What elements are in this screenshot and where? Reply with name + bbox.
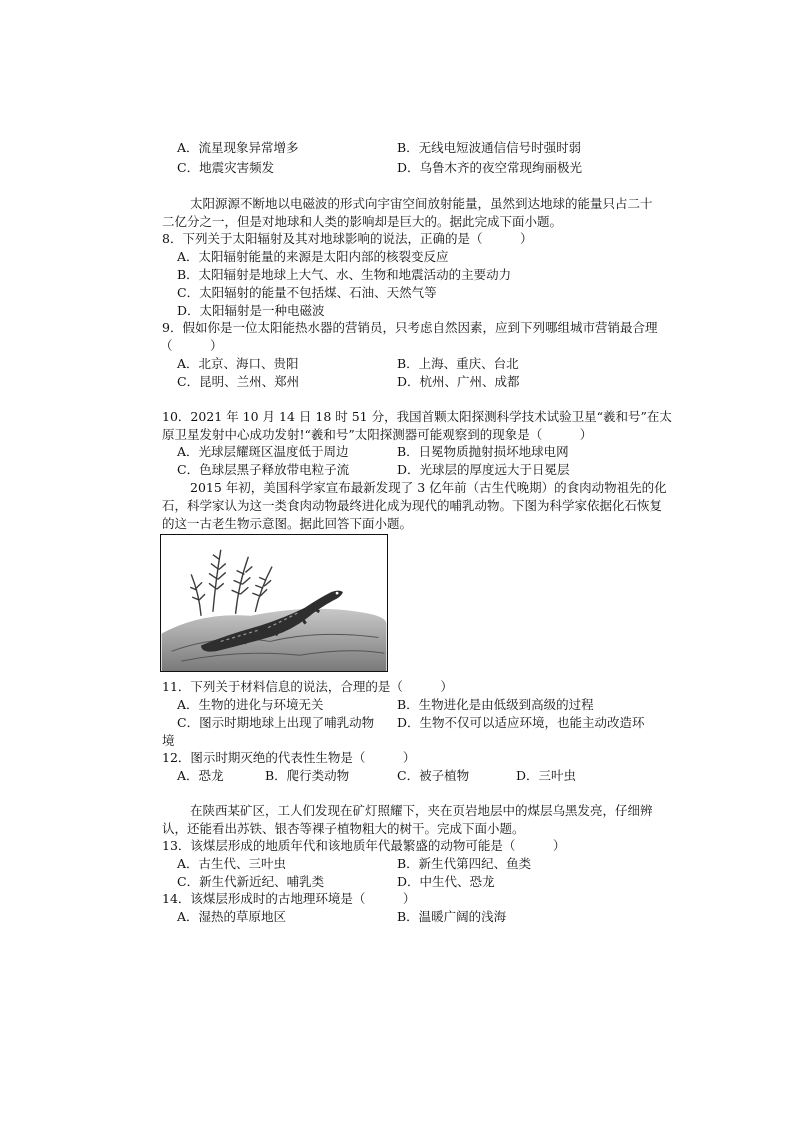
q8-option-a: A．太阳辐射能量的来源是太阳内部的核裂变反应	[177, 249, 449, 264]
q12-option-d: D．三叶虫	[516, 768, 577, 783]
passage2-line-2: 石，科学家认为这一类食肉动物最终进化成为现代的哺乳动物。下图为科学家依据化石恢复	[162, 498, 663, 513]
q7-option-c: C．地震灾害频发	[177, 160, 275, 175]
q9-option-c: C．昆明、兰州、郑州	[177, 374, 300, 389]
q10-option-d: D．光球层的厚度远大于日冕层	[397, 462, 570, 477]
passage2-line-1: 2015 年初，美国科学家宣布最新发现了 3 亿年前（古生代晚期）的食肉动物祖先的化	[190, 480, 667, 495]
q11-stem: 11．下列关于材料信息的说法，合理的是（ ）	[162, 679, 453, 694]
q8-option-b: B．太阳辐射是地球上大气、水、生物和地震活动的主要动力	[177, 267, 512, 282]
q10-option-a: A．光球层耀斑区温度低于周边	[177, 444, 349, 459]
q8-stem: 8．下列关于太阳辐射及其对地球影响的说法，正确的是（ ）	[162, 231, 533, 246]
q8-option-c: C．太阳辐射的能量不包括煤、石油、天然气等	[177, 285, 437, 300]
q14-option-b: B．温暖广阔的浅海	[397, 909, 507, 924]
q13-option-c: C．新生代新近纪、哺乳类	[177, 874, 325, 889]
q12-option-a: A．恐龙	[177, 768, 224, 783]
q9-option-d: D．杭州、广州、成都	[397, 374, 520, 389]
q9-option-a: A．北京、海口、贵阳	[177, 356, 299, 371]
passage1-line-1: 太阳源源不断地以电磁波的形式向宇宙空间放射能量，虽然到达地球的能量只占二十	[190, 196, 653, 211]
q14-stem: 14．该煤层形成时的古地理环境是（ ）	[162, 891, 416, 906]
q7-option-b: B．无线电短波通信信号时强时弱	[397, 140, 582, 155]
passage3-line-1: 在陕西某矿区，工人们发现在矿灯照耀下，夹在页岩地层中的煤层乌黑发亮，仔细辨	[190, 803, 653, 818]
q12-stem: 12．图示时期灭绝的代表性生物是（ ）	[162, 750, 416, 765]
q11-option-c: C．图示时期地球上出现了哺乳动物	[177, 715, 375, 730]
q10-option-b: B．日冕物质抛射损坏地球电网	[397, 444, 569, 459]
q9-stem: 9．假如你是一位太阳能热水器的营销员，只考虑自然因素，应到下列哪组城市营销最合理	[162, 320, 658, 335]
q13-option-b: B．新生代第四纪、鱼类	[397, 856, 532, 871]
q8-option-d: D．太阳辐射是一种电磁波	[177, 303, 325, 318]
q13-option-a: A．古生代、三叶虫	[177, 856, 287, 871]
q11-option-a: A．生物的进化与环境无关	[177, 697, 324, 712]
ancient-creature-figure	[160, 534, 388, 672]
ancient-creature-illustration	[161, 535, 387, 671]
q14-option-a: A．湿热的草原地区	[177, 909, 287, 924]
q7-option-a: A．流星现象异常增多	[177, 140, 299, 155]
q11-option-b: B．生物进化是由低级到高级的过程	[397, 697, 594, 712]
q12-option-b: B．爬行类动物	[265, 768, 350, 783]
q11-option-d-wrap: 境	[162, 733, 175, 748]
passage3-line-2: 认，还能看出苏铁、银杏等裸子植物粗大的树干。完成下面小题。	[162, 821, 525, 836]
q12-option-c: C．被子植物	[397, 768, 470, 783]
q9-option-b: B．上海、重庆、台北	[397, 356, 519, 371]
q13-stem: 13．该煤层形成的地质年代和该地质年代最繁盛的动物可能是（ ）	[162, 838, 566, 853]
q13-option-d: D．中生代、恐龙	[397, 874, 495, 889]
passage1-line-2: 二亿分之一，但是对地球和人类的影响却是巨大的。据此完成下面小题。	[162, 214, 563, 229]
q10-stem-line-2: 原卫星发射中心成功发射!“羲和号”太阳探测器可能观察到的现象是（ ）	[162, 427, 593, 442]
q7-option-d: D．乌鲁木齐的夜空常现绚丽极光	[397, 160, 583, 175]
q11-option-d: D．生物不仅可以适应环境，也能主动改造环	[397, 715, 645, 730]
q9-stem-bracket: （ ）	[160, 338, 223, 353]
passage2-line-3: 的这一古老生物示意图。据此回答下面小题。	[162, 516, 413, 531]
q10-stem: 10．2021 年 10 月 14 日 18 时 51 分，我国首颗太阳探测科学技术试验卫星“羲和号”在太	[162, 409, 672, 424]
q10-option-c: C．色球层黑子释放带电粒子流	[177, 462, 350, 477]
